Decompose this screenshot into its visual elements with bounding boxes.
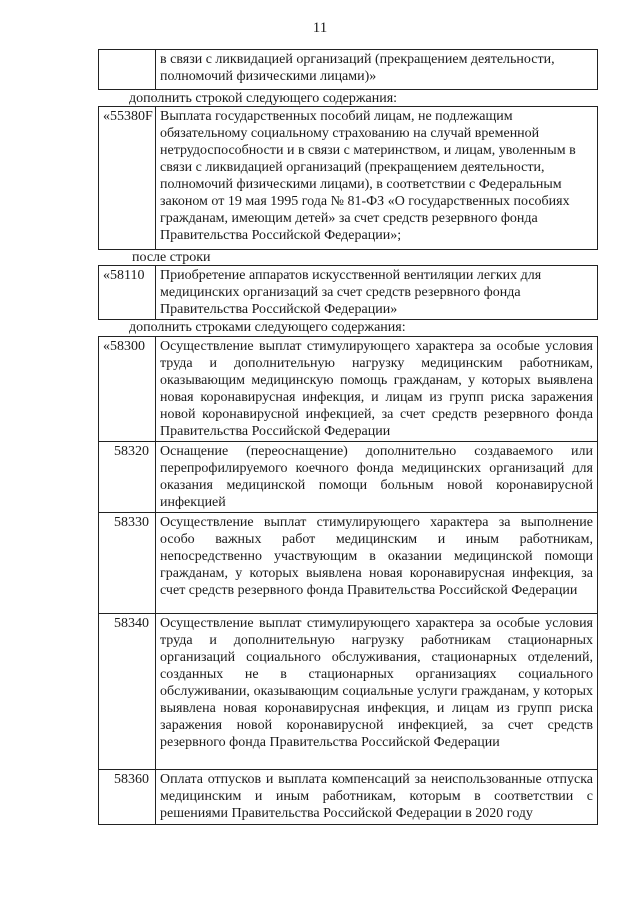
- code-cell: 58360: [99, 770, 156, 825]
- table-row: [99, 337, 598, 442]
- code-cell: 58340: [99, 614, 156, 770]
- table-row: [99, 770, 598, 825]
- table-block-3: [98, 265, 598, 320]
- table-row: [99, 442, 598, 513]
- table-block-1: [98, 49, 598, 90]
- table-row: [99, 513, 598, 614]
- code-cell: «55380F: [99, 107, 156, 250]
- description-cell: Осуществление выплат стимулирующего характера за особые условия труда и дополнительную нагрузку медицинским работникам, оказывающим медицинскую помощь гражданам, у которых выявлена новая коронавирусная инфекция, и лицам из групп риска заражения новой коронавирусной инфекцией, за счет средств резервного фонда Правительства Российской Федерации: [156, 337, 598, 442]
- description-cell: Осуществление выплат стимулирующего характера за особые условия труда и дополнительную нагрузку работникам стационарных организаций социального обслуживания, стационарных отделений, созданных не в стационарных организациях социального обслуживании, оказывающим социальные услуги гражданам, у которых выявлена новая коронавирусная инфекция, и лицам из групп риска заражения новой коронавирусной инфекцией, за счет средств резервного фонда Правительства Российской Федерации: [156, 614, 598, 770]
- page-number: 11: [312, 20, 328, 36]
- description-cell: Осуществление выплат стимулирующего характера за выполнение особо важных работ медицинским и иным работникам, непосредственно участвующим в оказании медицинской помощи гражданам, у которых выявлена новая коронавирусная инфекция, за счет средств резервного фонда Правительства Российской Федерации: [156, 513, 598, 614]
- table-row: [99, 614, 598, 770]
- instruction-add-row: дополнить строкой следующего содержания:: [129, 91, 398, 106]
- description-cell: в связи с ликвидацией организаций (прекращением деятельности, полномочий физическими лицами)»: [156, 50, 598, 90]
- table-block-4: [98, 336, 598, 825]
- code-cell: 58330: [99, 513, 156, 614]
- instruction-after-row: после строки: [132, 250, 211, 265]
- description-cell: Выплата государственных пособий лицам, не подлежащим обязательному социальному страхованию на случай временной нетрудоспособности и в связи с материнством, и лицам, уволенным в связи с ликвидацией организаций (прекращением деятельности, полномочий физическими лицами), в соответствии с Федеральным законом от 19 мая 1995 года № 81-ФЗ «О государственных пособиях гражданам, имеющим детей» за счет средств резервного фонда Правительства Российской Федерации»;: [156, 107, 598, 250]
- table-block-2: [98, 106, 598, 250]
- table-row: [99, 50, 598, 90]
- code-cell: «58300: [99, 337, 156, 442]
- code-cell: [99, 50, 156, 90]
- table-row: [99, 107, 598, 250]
- table-row: [99, 266, 598, 320]
- description-cell: Оснащение (переоснащение) дополнительно создаваемого или перепрофилируемого коечного фонда медицинских организаций для оказания медицинской помощи больным новой коронавирусной инфекцией: [156, 442, 598, 513]
- description-cell: Приобретение аппаратов искусственной вентиляции легких для медицинских организаций за счет средств резервного фонда Правительства Российской Федерации»: [156, 266, 598, 320]
- code-cell: 58320: [99, 442, 156, 513]
- code-cell: «58110: [99, 266, 156, 320]
- instruction-add-rows: дополнить строками следующего содержания:: [129, 320, 406, 335]
- description-cell: Оплата отпусков и выплата компенсаций за неиспользованные отпуска медицинским и иным работникам, которым в соответствии с решениями Правительства Российской Федерации в 2020 году: [156, 770, 598, 825]
